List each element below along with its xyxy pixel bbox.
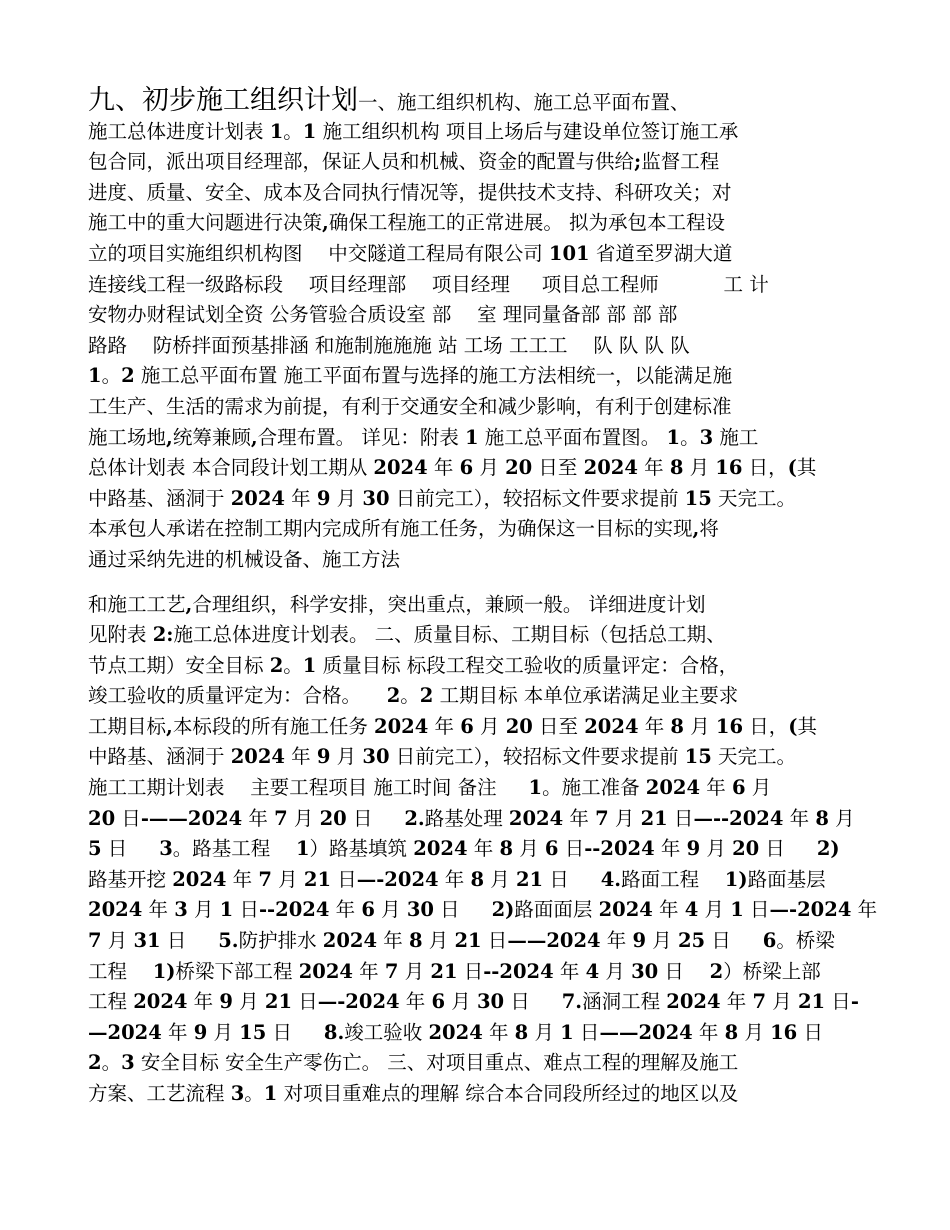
document-line: 2。3 安全目标 安全生产零伤亡。 三、对项目重点、难点工程的理解及施工	[88, 1051, 739, 1075]
document-line: 施工工期计划表 主要工程项目 施工时间 备注 1。施工准备 2024 年 6 月	[88, 776, 772, 800]
document-line: 路路 防桥拌面预基排涵 和施制施施施 站 工场 工工工 队 队 队 队	[88, 333, 690, 357]
paragraph-text: 一、施工组织机构、施工总平面布置、	[358, 91, 690, 114]
document-line: 工程 1)桥梁下部工程 2024 年 7 月 21 日--2024 年 4 月 30 日 2）桥梁上部	[88, 959, 821, 983]
document-line: 1。2 施工总平面布置 施工平面布置与选择的施工方法相统一，以能满足施	[88, 364, 733, 388]
document-line: 施工中的重大问题进行决策,确保工程施工的正常进展。 拟为承包本工程设	[88, 211, 726, 235]
document-line: 5 日 3。路基工程 1）路基填筑 2024 年 8 月 6 日--2024 年 9 月 20 日 2)	[88, 837, 840, 861]
document-line: 节点工期）安全目标 2。1 质量目标 标段工程交工验收的质量评定：合格，	[88, 653, 739, 677]
document-line: 总体计划表 本合同段计划工期从 2024 年 6 月 20 日至 2024 年 8 月 16 日，(其	[88, 456, 817, 480]
document-line: 竣工验收的质量评定为：合格。 2。2 工期目标 本单位承诺满足业主要求	[88, 684, 739, 708]
document-line: 进度、质量、安全、成本及合同执行情况等，提供技术支持、科研攻关；对	[88, 180, 732, 204]
document-line: 本承包人承诺在控制工期内完成所有施工任务，为确保这一目标的实现,将	[88, 517, 719, 541]
document-line	[88, 86, 888, 117]
page-title: 九、初步施工组织计划	[88, 85, 358, 116]
document-line: 路基开挖 2024 年 7 月 21 日—-2024 年 8 月 21 日 4.路面工程 1)路面基层	[88, 867, 826, 891]
document-line: 20 日-——2024 年 7 月 20 日 2.路基处理 2024 年 7 月 21 日—--2024 年 8 月	[88, 806, 855, 830]
document-line: 和施工工艺,合理组织，科学安排，突出重点，兼顾一般。 详细进度计划	[88, 592, 706, 616]
paragraph-2	[88, 590, 888, 1110]
document-line: 见附表 2:施工总体进度计划表。 二、质量目标、工期目标（包括总工期、	[88, 623, 726, 647]
document-line: 包合同，派出项目经理部，保证人员和机械、资金的配置与供给;监督工程	[88, 150, 720, 174]
document-line: 中路基、涵洞于 2024 年 9 月 30 日前完工），较招标文件要求提前 15 天完工。	[88, 745, 797, 769]
document-line: 方案、工艺流程 3。1 对项目重难点的理解 综合本合同段所经过的地区以及	[88, 1082, 739, 1105]
paragraph-1	[88, 117, 888, 576]
document-line: 立的项目实施组织机构图 中交隧道工程局有限公司 101 省道至罗湖大道	[88, 241, 733, 265]
document-line: 通过采纳先进的机械设备、施工方法	[88, 547, 401, 571]
document-line: 中路基、涵洞于 2024 年 9 月 30 日前完工），较招标文件要求提前 15 天完工。	[88, 486, 797, 510]
paragraph-gap	[88, 576, 888, 590]
document-line: 7 月 31 日 5.防护排水 2024 年 8 月 21 日——2024 年 9 月 25 日 6。桥梁	[88, 929, 835, 953]
document-body	[88, 86, 888, 1110]
document-line: 施工场地,统筹兼顾,合理布置。 详见：附表 1 施工总平面布置图。 1。3 施工	[88, 425, 759, 449]
document-line: 2024 年 3 月 1 日--2024 年 6 月 30 日 2)路面面层 2024 年 4 月 1 日—-2024 年	[88, 898, 878, 922]
document-line: 工程 2024 年 9 月 21 日—-2024 年 6 月 30 日 7.涵洞工程 2024 年 7 月 21 日-	[88, 990, 859, 1014]
document-line: 施工总体进度计划表 1。1 施工组织机构 项目上场后与建设单位签订施工承	[88, 119, 739, 143]
document-line: 工生产、生活的需求为前提，有利于交通安全和减少影响，有利于创建标准	[88, 394, 732, 418]
document-line: —2024 年 9 月 15 日 8.竣工验收 2024 年 8 月 1 日——2024 年 8 月 16 日	[88, 1020, 823, 1044]
document-line: 安物办财程试划全资 公务管验合质设室 部 室 理同量备部 部 部 部	[88, 303, 678, 327]
document-line: 连接线工程一级路标段 项目经理部 项目经理 项目总工程师 工 计	[88, 272, 769, 296]
document-line: 工期目标,本标段的所有施工任务 2024 年 6 月 20 日至 2024 年 8 月 16 日，(其	[88, 714, 817, 738]
